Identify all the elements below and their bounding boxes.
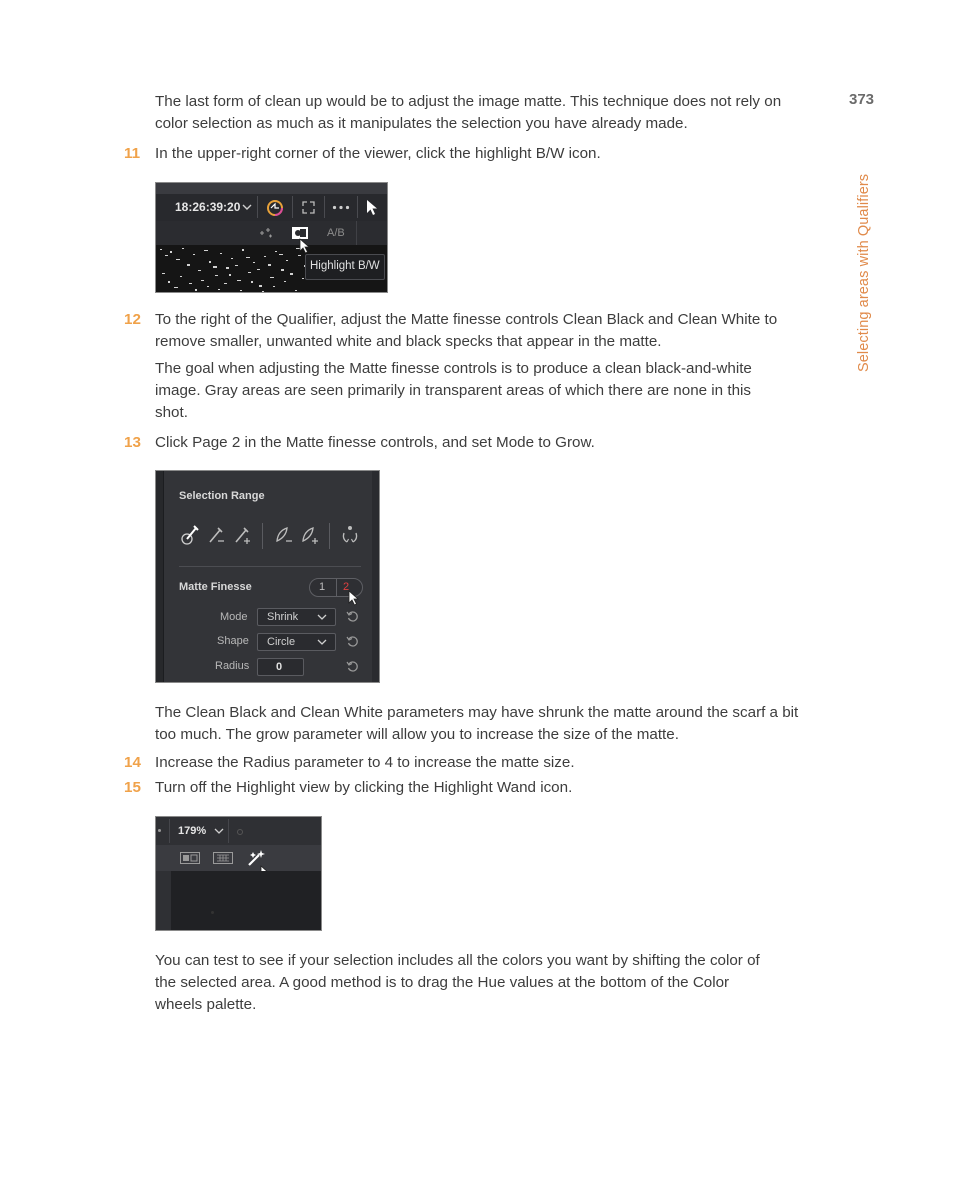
color-wheel-icon[interactable] bbox=[266, 199, 284, 217]
pointer-icon[interactable] bbox=[366, 199, 378, 216]
ab-compare-label[interactable]: A/B bbox=[327, 227, 345, 239]
page-number: 373 bbox=[849, 91, 875, 108]
mode-value: Shrink bbox=[267, 611, 299, 623]
invert-selection-icon[interactable] bbox=[340, 525, 360, 545]
matte-page-1-button[interactable]: 1 bbox=[319, 581, 326, 593]
selection-range-label: Selection Range bbox=[179, 490, 265, 502]
highlight-bw-tooltip: Highlight B/W bbox=[310, 260, 380, 272]
reset-icon[interactable] bbox=[346, 610, 359, 623]
split-view-icon[interactable] bbox=[180, 852, 200, 864]
chevron-down-icon bbox=[317, 614, 327, 621]
picker-plus-icon[interactable] bbox=[234, 525, 252, 545]
reset-icon[interactable] bbox=[346, 660, 359, 673]
step-number-11: 11 bbox=[124, 145, 141, 162]
picker-minus-icon[interactable] bbox=[208, 525, 226, 545]
radius-label: Radius bbox=[215, 660, 250, 672]
step-number-12: 12 bbox=[124, 311, 141, 328]
outro-paragraph: You can test to see if your selection includes all the colors you want by shifting the color of the selected area. A good method is to drag the Hue values at the bottom of the Color wheels palette. bbox=[155, 952, 760, 1013]
timecode-display[interactable]: 18:26:39:20 bbox=[175, 200, 241, 214]
shape-label: Shape bbox=[217, 635, 249, 647]
matte-page-2-button[interactable]: 2 bbox=[343, 581, 350, 593]
chevron-down-icon[interactable] bbox=[214, 828, 224, 835]
step-number-14: 14 bbox=[124, 754, 141, 771]
mode-label: Mode bbox=[220, 611, 248, 623]
step-14-text: Increase the Radius parameter to 4 to increase the matte size. bbox=[155, 754, 575, 771]
matte-grow-paragraph: The Clean Black and Clean White parameters may have shrunk the matte around the scarf a bit too much. The grow parameter will allow you to increase the size of the matte. bbox=[155, 704, 799, 743]
viewer-zoom-screenshot bbox=[155, 816, 322, 931]
step-15-text: Turn off the Highlight view by clicking the Highlight Wand icon. bbox=[155, 779, 573, 796]
step-12-note: The goal when adjusting the Matte finesse controls is to produce a clean black-and-white image. Gray areas are seen primarily in transparent areas of which there are none in this shot. bbox=[155, 360, 752, 421]
intro-paragraph: The last form of clean up would be to adjust the image matte. This technique does not rely on color selection as much as it manipulates the selection you have already made. bbox=[155, 93, 782, 132]
feather-minus-icon[interactable] bbox=[274, 525, 294, 545]
qualifier-panel-screenshot bbox=[155, 470, 380, 683]
section-title: Selecting areas with Qualifiers bbox=[856, 173, 872, 372]
radius-value: 0 bbox=[276, 661, 283, 673]
step-number-13: 13 bbox=[124, 434, 141, 451]
grid-view-icon[interactable] bbox=[213, 852, 233, 864]
mouse-cursor-icon bbox=[299, 238, 311, 255]
picker-icon[interactable] bbox=[180, 523, 202, 547]
step-12-text: To the right of the Qualifier, adjust the Matte finesse controls Clean Black and Clean White to remove smaller, unwanted white and black specks that appear in the matte. bbox=[155, 311, 778, 350]
more-icon[interactable] bbox=[332, 205, 350, 210]
step-11-text: In the upper-right corner of the viewer, click the highlight B/W icon. bbox=[155, 145, 601, 162]
expand-icon[interactable] bbox=[302, 201, 315, 214]
zoom-level-display[interactable]: 179% bbox=[178, 825, 207, 837]
matte-finesse-label: Matte Finesse bbox=[179, 581, 252, 593]
chevron-down-icon[interactable] bbox=[242, 203, 252, 211]
reset-icon[interactable] bbox=[346, 635, 359, 648]
feather-plus-icon[interactable] bbox=[300, 525, 320, 545]
shape-value: Circle bbox=[267, 636, 296, 648]
step-13-text: Click Page 2 in the Matte finesse controls, and set Mode to Grow. bbox=[155, 434, 595, 451]
wand-icon[interactable] bbox=[257, 226, 275, 240]
chevron-down-icon bbox=[317, 639, 327, 646]
step-number-15: 15 bbox=[124, 779, 141, 796]
mouse-cursor-icon bbox=[348, 590, 360, 607]
viewer-toolbar-screenshot bbox=[155, 182, 388, 293]
